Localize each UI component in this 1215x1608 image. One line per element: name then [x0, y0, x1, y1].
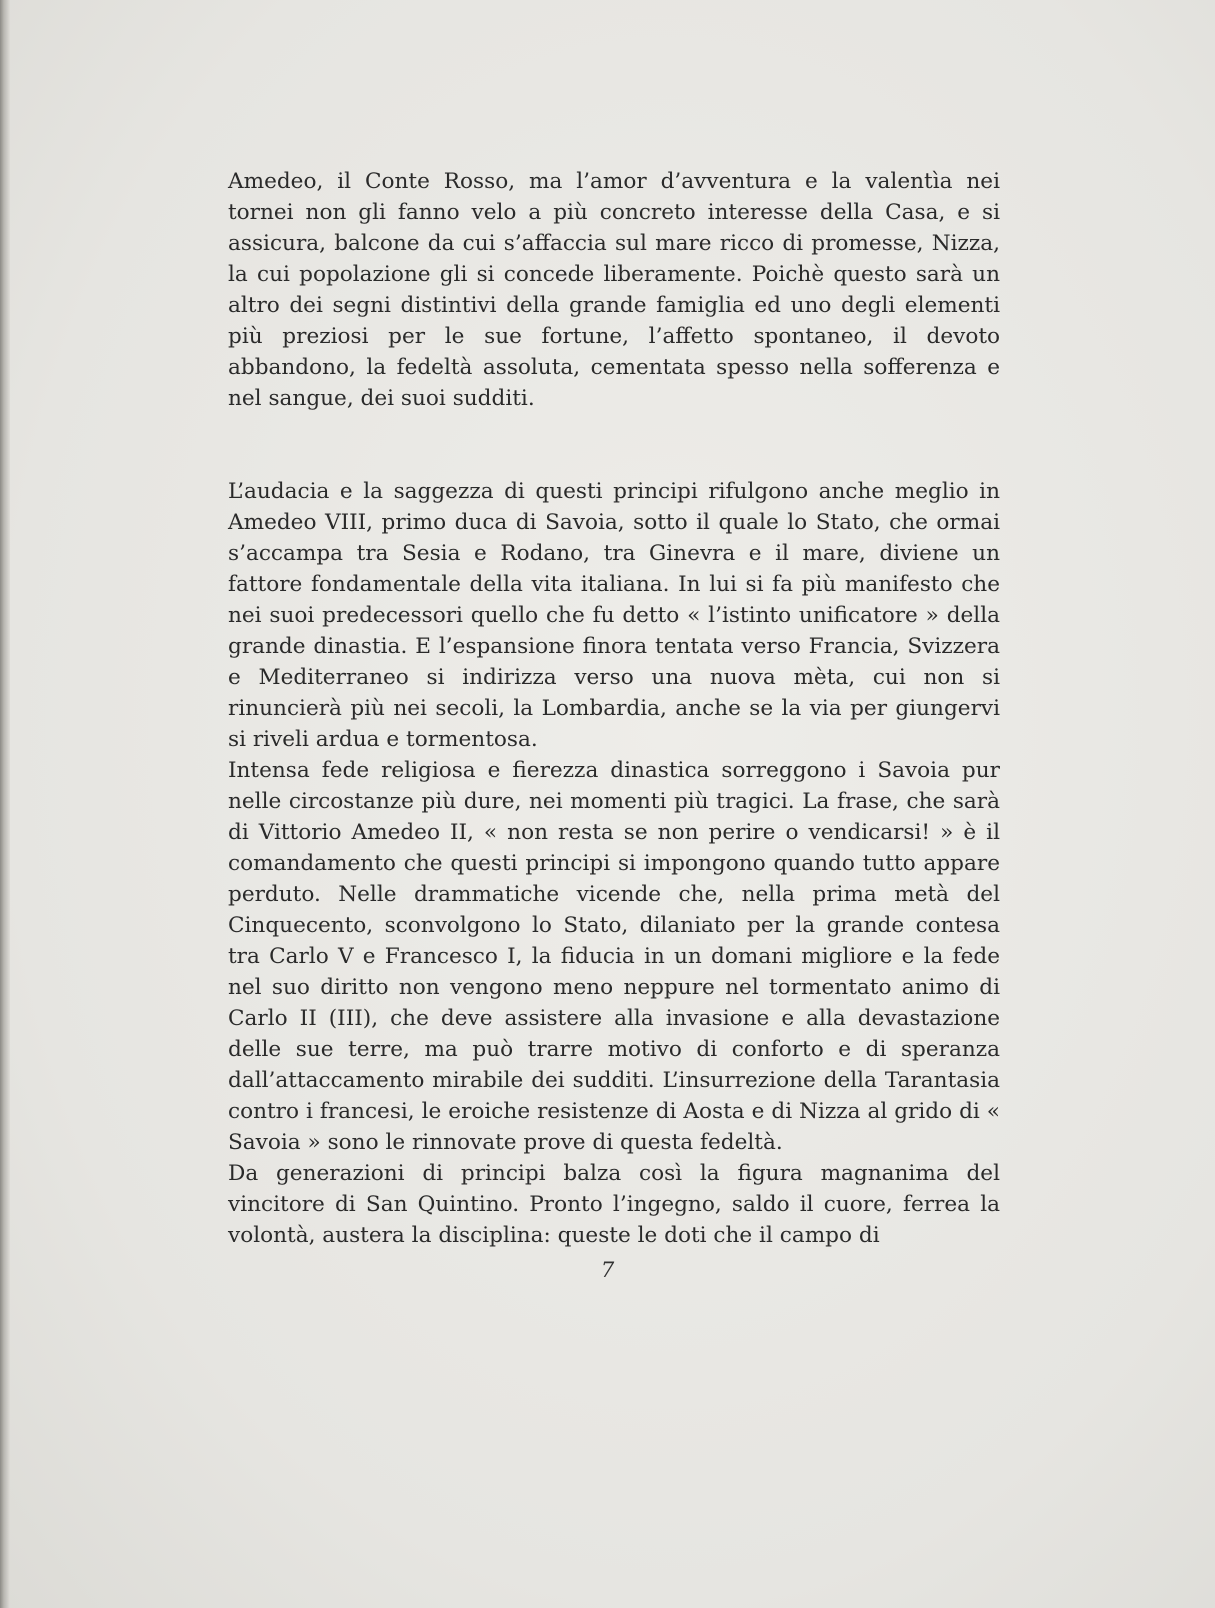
paragraph-4: Da generazioni di principi balza così la figura magnanima del vincitore di San Quintino. Pronto l’ingegno, saldo il cuore, ferrea la volontà, austera la disciplina: queste le doti che il campo di — [228, 1161, 1000, 1248]
book-spine-edge — [0, 0, 10, 1608]
paragraph-3: Intensa fede religiosa e fierezza dinastica sorreggono i Savoia pur nelle circostanze più dure, nei momenti più tragici. La frase, che sarà di Vittorio Amedeo II, « non resta se non perire o vendicarsi! » è il comandamento che questi principi si impongono quando tutto appare perduto. Nelle drammatiche vicende che, nella prima metà del Cinquecento, sconvolgono lo Stato, dilaniato per la grande contesa tra Carlo V e Francesco I, la fiducia in un domani migliore e la fede nel suo diritto non vengono meno neppure nel tormentato animo di Carlo II (III), che deve assistere alla invasione e alla devastazione delle sue terre, ma può trarre motivo di conforto e di speranza dall’attaccamento mirabile dei sudditi. L’insurrezione della Tarantasia contro i francesi, le eroiche resistenze di Aosta e di Nizza al grido di « Savoia » sono le rinnovate prove di questa fedeltà. — [228, 758, 1000, 1155]
body-text — [228, 166, 1000, 1251]
paragraph-1: Amedeo, il Conte Rosso, ma l’amor d’avventura e la valentìa nei tornei non gli fanno velo a più concreto interesse della Casa, e si assicura, balcone da cui s’affaccia sul mare ricco di promesse, Nizza, la cui popolazione gli si concede liberamente. Poichè questo sarà un altro dei segni distintivi della grande famiglia ed uno degli elementi più preziosi per le sue fortune, l’affetto spontaneo, il devoto abbandono, la fedeltà assoluta, cementata spesso nella sofferenza e nel sangue, dei suoi sudditi. — [228, 169, 1000, 411]
page-number: 7 — [600, 1258, 615, 1282]
paragraph-2: L’audacia e la saggezza di questi principi rifulgono anche meglio in Amedeo VIII, primo duca di Savoia, sotto il quale lo Stato, che ormai s’accampa tra Sesia e Rodano, tra Ginevra e il mare, diviene un fattore fondamentale della vita italiana. In lui si fa più manifesto che nei suoi predecessori quello che fu detto « l’istinto unificatore » della grande dinastia. E l’espansione finora tentata verso Francia, Svizzera e Mediterraneo si indirizza verso una nuova mèta, cui non si rinuncierà più nei secoli, la Lombardia, anche se la via per giungervi si riveli ardua e tormentosa. — [228, 479, 1000, 752]
